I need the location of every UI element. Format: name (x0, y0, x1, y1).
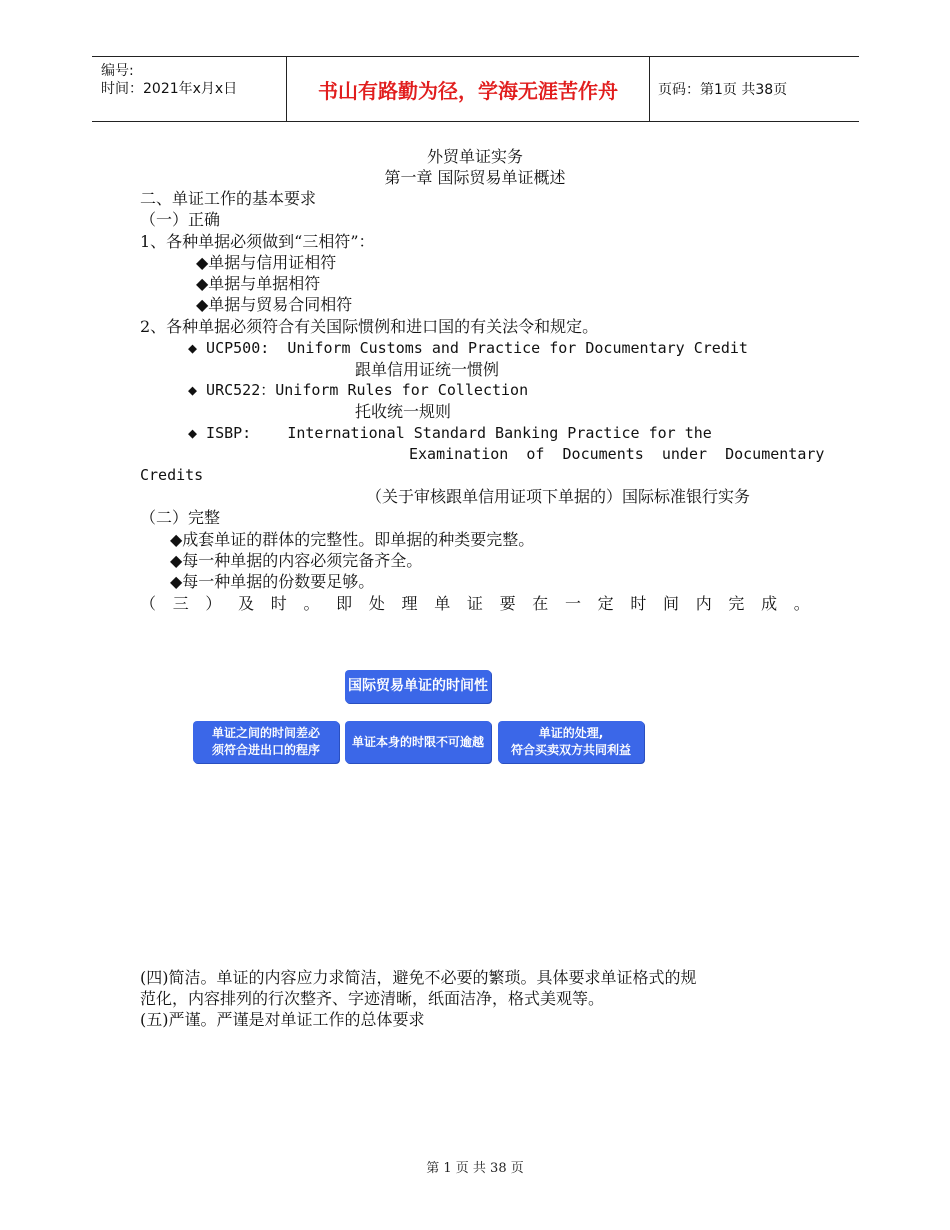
timely-char: 即 (336, 594, 353, 613)
ucp-chinese: 跟单信用证统一惯例 (355, 360, 500, 379)
timely-char: 内 (695, 594, 712, 613)
timely-char: ） (205, 594, 222, 613)
timely-line (140, 593, 810, 614)
concise-line-1: (四)简洁。单证的内容应力求简洁，避免不必要的繁琐。具体要求单证格式的规 (140, 968, 697, 987)
diagram-box-line: 须符合进出口的程序 (211, 743, 320, 757)
isbp-line-3: Credits (140, 466, 204, 484)
timely-char: 定 (597, 594, 614, 613)
chapter-title: 第一章 国际贸易单证概述 (384, 168, 566, 187)
isbp-line-2: Examination of Documents under Documentary (409, 445, 825, 463)
timely-char: 在 (532, 594, 549, 613)
timely-char: 时 (270, 594, 287, 613)
complete-bullet: ◆成套单证的群体的完整性。即单据的种类要完整。 (170, 530, 535, 549)
timely-char: 单 (434, 594, 451, 613)
diagram-box-line: 单证的处理, (538, 726, 604, 740)
correct-bullet: ◆单据与信用证相符 (196, 253, 337, 272)
number-label: 编号: (101, 63, 134, 79)
time-label: 时间：2021年x月x日 (101, 81, 238, 97)
document-title: 外贸单证实务 (426, 147, 523, 166)
page-footer: 第 1 页 共 38 页 (426, 1161, 524, 1176)
timely-char: 证 (466, 594, 483, 613)
timely-char: 理 (401, 594, 418, 613)
timely-char: 完 (728, 594, 745, 613)
diagram-box-processing (498, 721, 644, 763)
ucp-line: ◆ UCP500: Uniform Customs and Practice for Documentary Credit (188, 339, 748, 357)
correct-bullet: ◆单据与贸易合同相符 (196, 295, 353, 314)
isbp-line: ◆ ISBP: International Standard Banking Practice for the (188, 424, 712, 442)
complete-bullet: ◆每一种单据的份数要足够。 (170, 572, 375, 591)
diagram-box-line: 单证之间的时间差必 (211, 726, 320, 740)
timely-char: 。 (793, 594, 810, 613)
timely-char: 成 (761, 594, 778, 613)
timely-char: 间 (663, 594, 680, 613)
rigorous-line: (五)严谨。严谨是对单证工作的总体要求 (140, 1010, 425, 1029)
timely-char: 时 (630, 594, 647, 613)
concise-line-2: 范化，内容排列的行次整齐、字迹清晰，纸面洁净，格式美观等。 (140, 989, 605, 1008)
timely-char: 。 (303, 594, 320, 613)
diagram-box-time-difference (193, 721, 339, 763)
timely-char: 一 (564, 594, 581, 613)
timely-char: （ (140, 594, 157, 613)
timely-char: 三 (172, 594, 189, 613)
urc-chinese: 托收统一规则 (355, 402, 452, 421)
timely-char: 及 (238, 594, 255, 613)
complete-heading: （二）完整 (140, 508, 221, 527)
diagram-root-box: 国际贸易单证的时间性 (345, 670, 491, 703)
correct-point-1: 1、各种单据必须做到“三相符”： (140, 232, 375, 251)
timely-char: 要 (499, 594, 516, 613)
isbp-chinese: （关于审核跟单信用证项下单据的）国际标准银行实务 (366, 487, 751, 506)
diagram-box-line: 符合买卖双方共同利益 (510, 743, 631, 757)
complete-bullet: ◆每一种单据的内容必须完备齐全。 (170, 551, 423, 570)
correct-point-2: 2、各种单据必须符合有关国际惯例和进口国的有关法令和规定。 (140, 317, 599, 336)
header-page-info: 页码：第1页 共38页 (658, 82, 788, 98)
timely-char: 处 (368, 594, 385, 613)
urc-line: ◆ URC522：Uniform Rules for Collection (188, 381, 529, 399)
header-motto: 书山有路勤为径，学海无涯苦作舟 (318, 78, 618, 103)
correct-bullet: ◆单据与单据相符 (196, 274, 321, 293)
correct-heading: （一）正确 (140, 210, 221, 229)
section-heading: 二、单证工作的基本要求 (140, 189, 317, 208)
diagram-box-time-limit: 单证本身的时限不可逾越 (345, 721, 491, 763)
